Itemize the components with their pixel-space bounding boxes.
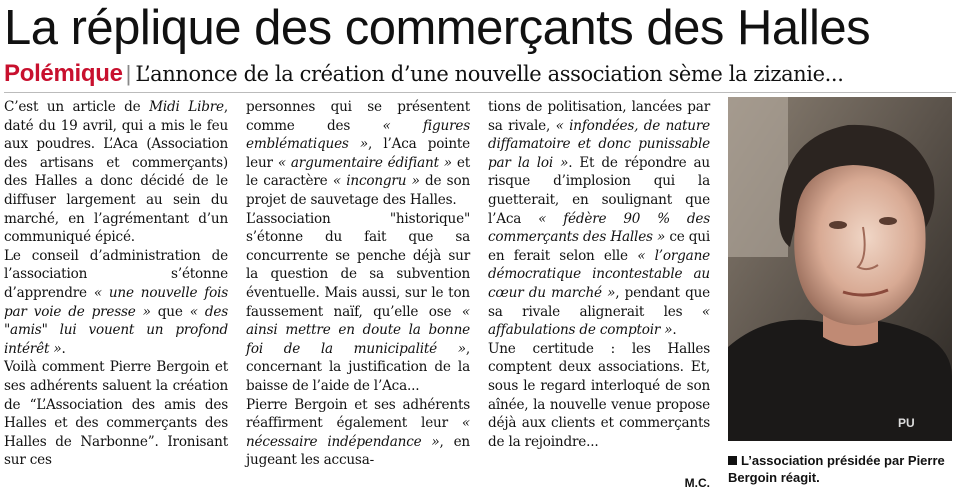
- quoted-text: « nécessaire indépendance »: [246, 415, 470, 450]
- body-text: , pendant que sa rivale alignerait les: [488, 284, 710, 320]
- paragraph: [488, 98, 710, 340]
- shirt-text: PU: [898, 416, 915, 430]
- text-column-2: [246, 98, 470, 498]
- quoted-text: « infondées, de nature diffamatoire et donc punissable par la loi »: [488, 117, 710, 171]
- body-text: et le caractère: [246, 154, 471, 190]
- quoted-text: « des "amis" lui vouent un profond intérêt »: [4, 303, 228, 357]
- author-signature: M.C.: [684, 476, 710, 490]
- body-text: que: [150, 303, 190, 320]
- body-text: .: [672, 322, 677, 339]
- kicker-label: Polémique: [4, 60, 123, 87]
- body-text: personnes qui se présentent comme des: [246, 99, 470, 134]
- quoted-text: « figures emblématiques »: [246, 117, 470, 153]
- paragraph: [4, 98, 228, 247]
- body-text: . Et de répondre au risque d’implosion qui la guetterait, en soulignant que l’Aca: [488, 154, 710, 227]
- subheadline: [4, 60, 956, 90]
- paragraph: [246, 210, 470, 396]
- body-text: de son projet de sauvetage des Halles.: [246, 173, 470, 208]
- portrait-photo: [728, 97, 952, 441]
- caption-bullet-icon: [728, 456, 737, 465]
- kicker-separator: |: [125, 61, 132, 86]
- body-text: C’est un article de: [4, 99, 150, 115]
- quoted-text: « une nouvelle fois par voie de presse »: [4, 284, 228, 320]
- body-text: , l’Aca pointe leur: [246, 136, 470, 171]
- quoted-text: « argumentaire édifiant »: [277, 154, 452, 171]
- quoted-text: « l’organe démocratique incontestable au cœur du marché »: [488, 247, 710, 301]
- photo-caption: [728, 452, 952, 486]
- quoted-text: « ainsi mettre en doute la bonne foi de la municipalité »: [246, 303, 470, 357]
- body-text: Le conseil d’administration de l’association s’étonne d’apprendre: [4, 247, 228, 301]
- body-text: , daté du 19 avril, qui a mis le feu aux poudres. L’Aca (Association des artisans et commerçants) des Halles a donc décidé de le diffuser largement au sein du marché, en l’agrémentant d’un communiqué épicé.: [4, 99, 228, 246]
- paragraph: [4, 358, 228, 470]
- text-column-1: [4, 98, 228, 498]
- header-divider: [4, 92, 956, 93]
- body-text: ce qui en ferait selon elle: [488, 229, 710, 264]
- quoted-text: « affabulations de comptoir »: [488, 303, 710, 339]
- caption-text: L’association présidée par Pierre Bergoin réagit.: [728, 453, 945, 485]
- body-text: , concernant la justification de la baisse de l’aide de l’Aca...: [246, 340, 470, 394]
- quoted-text: Midi Libre: [149, 99, 224, 115]
- body-text: tions de politisation, lancées par sa rivale,: [488, 99, 710, 134]
- body-text: .: [61, 340, 66, 357]
- portrait-illustration: [728, 97, 952, 441]
- paragraph: [4, 247, 228, 359]
- article-deck: L’annonce de la création d’une nouvelle association sème la zizanie...: [135, 62, 844, 86]
- body-text: L’association "historique" s’étonne du fait que sa concurrente se penche déjà sur la question de sa subvention éventuelle. Mais aussi, sur le ton faussement naïf, qu’elle ose: [246, 210, 470, 320]
- paragraph: [246, 396, 470, 470]
- body-text: , en jugeant les accusa-: [246, 433, 470, 469]
- article-headline: La réplique des commerçants des Halles: [4, 1, 871, 55]
- paragraph: [488, 340, 710, 452]
- text-column-3: [488, 98, 710, 498]
- quoted-text: « incongru »: [332, 173, 420, 190]
- quoted-text: « fédère 90 % des commerçants des Halles »: [488, 210, 710, 246]
- body-text: Voilà comment Pierre Bergoin et ses adhérents saluent la création de “L’Association des amis des Halles et des commerçants des Halles de Narbonne”. Ironisant sur ces: [4, 359, 228, 469]
- body-text: Pierre Bergoin et ses adhérents réaffirment également leur: [246, 396, 470, 432]
- paragraph: [246, 98, 470, 210]
- body-text: Une certitude : les Halles comptent deux associations. Et, sous le regard interloqué de son aînée, la nouvelle venue propose déjà aux clients et commerçants de la rejoindre...: [488, 340, 710, 450]
